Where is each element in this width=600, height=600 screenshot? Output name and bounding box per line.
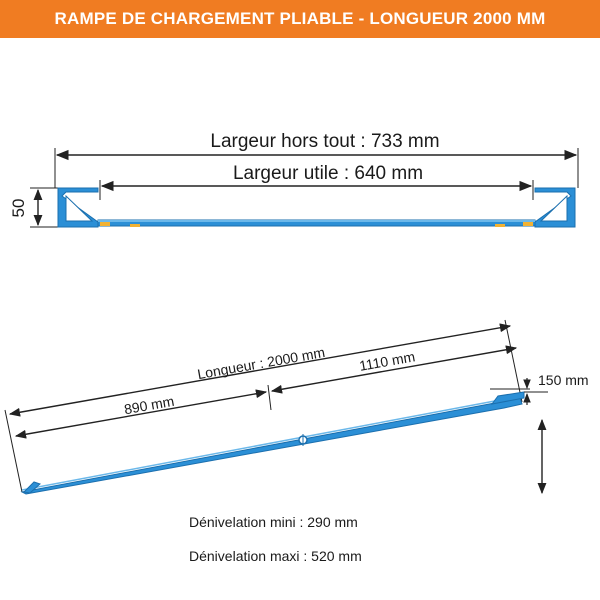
length-extension-left	[5, 410, 22, 492]
page-title: RAMPE DE CHARGEMENT PLIABLE - LONGUEUR 2000 MM	[54, 9, 546, 28]
ramp-side-highlight	[22, 400, 500, 490]
ramp-side-body	[22, 398, 522, 494]
min-drop-label: Dénivelation mini : 290 mm	[189, 514, 358, 530]
length-label: Longueur : 2000 mm	[196, 343, 327, 383]
segment-1-label: 890 mm	[122, 392, 176, 418]
cross-section-view	[9, 131, 578, 227]
side-view	[5, 320, 589, 494]
specs	[189, 514, 362, 564]
overall-width-label: Largeur hors tout : 733 mm	[210, 131, 440, 152]
left-pad-inner	[130, 224, 140, 227]
left-rail-cavity	[66, 196, 92, 221]
right-rail-cavity	[541, 196, 567, 221]
max-drop-label: Dénivelation maxi : 520 mm	[189, 548, 362, 564]
right-pad	[523, 222, 533, 226]
usable-width-label: Largeur utile : 640 mm	[232, 163, 424, 184]
right-pad-inner	[495, 224, 505, 227]
split-extension-line	[268, 385, 271, 410]
left-pad	[100, 222, 110, 226]
segment-2-label: 1110 mm	[358, 348, 417, 374]
length-extension-right	[505, 320, 522, 402]
end-height-label: 150 mm	[538, 372, 589, 388]
height-label: 50	[9, 198, 28, 218]
deck-plate-highlight	[98, 220, 535, 222]
